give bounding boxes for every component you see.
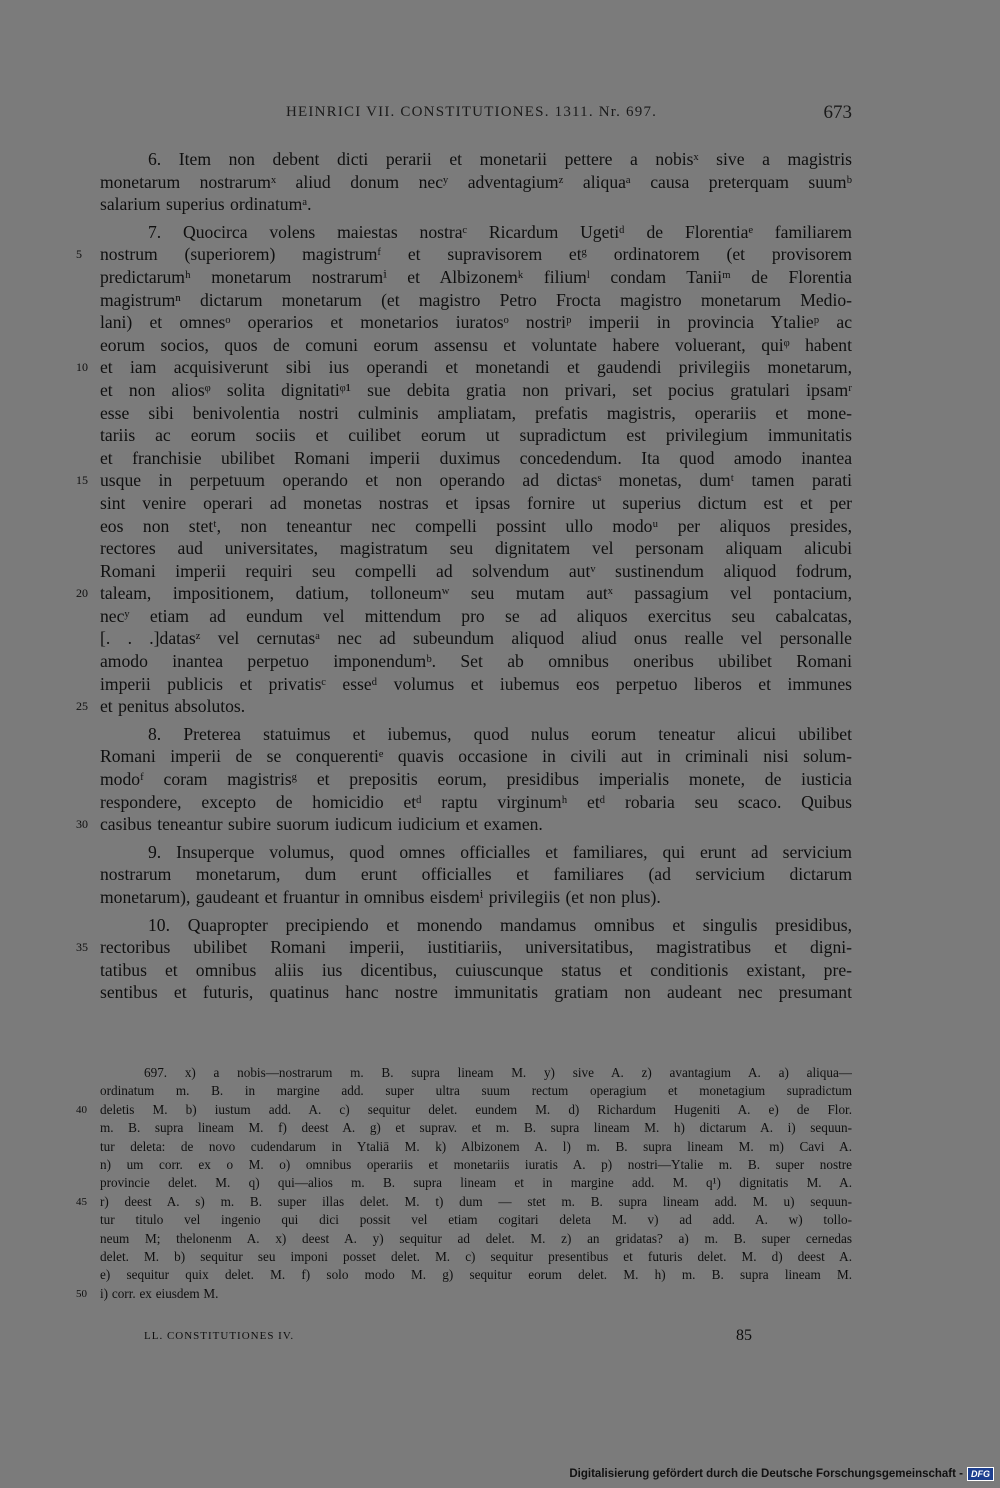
line-text: magistrumⁿ dictarum monetarum (et magistro Petro Frocta magistro monetarum Medio-	[100, 289, 852, 310]
line-text: provincie delet. M. q) qui—alios m. B. supra lineam et in margine add. M. q¹) dignitatis M. A.	[100, 1175, 852, 1191]
text-line	[100, 627, 852, 650]
line-text: salarium superius ordinatumᵃ.	[100, 194, 312, 215]
text-line	[76, 813, 852, 836]
line-text: eos non stetᵗ, non teneantur nec compelli possint ullo modoᵘ per aliquos presides,	[100, 515, 852, 536]
line-number: 15	[76, 473, 88, 488]
text-line	[100, 193, 852, 216]
line-text: et non aliosᵠ solita dignitatiᵠ¹ sue debita gratia non privari, set pocius gratulari ipsamʳ	[100, 379, 852, 400]
line-text: tur titulo vel ingenio qui dici possit vel etiam cogitari deleta M. v) ad add. A. w) tollo-	[100, 1212, 852, 1228]
line-text: tatibus et omnibus aliis ius dicentibus, cuiuscunque status et conditionis existant, pre-	[100, 959, 852, 980]
text-line	[100, 171, 852, 194]
footnote-line	[100, 1138, 852, 1156]
footnote-line	[76, 1193, 852, 1211]
line-text: nostrarum monetarum, dum erunt officialles et familiares (ad servicium dictarum	[100, 864, 852, 885]
text-line	[100, 560, 852, 583]
line-text: necʸ etiam ad eundum vel mittendum pro se ad aliquos exercitus seu cabalcatas,	[100, 605, 852, 626]
digitization-credit	[569, 1467, 994, 1481]
line-text: lani) et omnesᵒ operarios et monetarios iuratosᵒ nostriᵖ imperii in provincia Ytalieᵖ ac	[100, 312, 852, 333]
text-line	[100, 266, 852, 289]
line-text: i) corr. ex eiusdem M.	[100, 1285, 219, 1301]
text-line	[76, 469, 852, 492]
line-text: deletis M. b) iustum add. A. c) sequitur delet. eundem M. d) Richardum Hugeniti A. e) de Flor.	[100, 1101, 852, 1117]
main-text	[76, 148, 852, 1004]
line-text: neum M; thelonenm A. x) deest A. y) sequitur ad delet. M. z) an gridatas? a) m. B. super cernedas	[100, 1230, 852, 1246]
line-number: 45	[76, 1195, 87, 1208]
line-text: casibus teneantur subire suorum iudicum iudicium et examen.	[100, 814, 543, 835]
line-text: nostrum (superiorem) magistrumᶠ et supravisorem etᵍ ordinatorem (et provisorem	[100, 244, 852, 265]
line-text: eorum socios, quos de comuni eorum assensu et voluntate habere voluerant, quiᵠ habent	[100, 334, 852, 355]
text-line	[100, 492, 852, 515]
dfg-logo-icon: DFG	[967, 1467, 994, 1481]
line-text: 697. x) a nobis—nostrarum m. B. supra lineam M. y) sive A. z) avantagium A. a) aliqua—	[144, 1065, 852, 1080]
line-text: ordinatum m. B. in margine add. super ultra suum rectum operagium et monetagium supradictum	[100, 1083, 852, 1099]
text-line	[100, 791, 852, 814]
line-text: 6. Item non debent dicti perarii et monetarii pettere a nobisˣ sive a magistris	[148, 149, 852, 169]
line-text: Romani imperii de se conquerentiᵉ quavis occasione in civili aut in criminali nisi solum-	[100, 746, 852, 767]
line-text: et penitus absolutos.	[100, 696, 246, 717]
line-number: 25	[76, 699, 88, 714]
line-number: 40	[76, 1103, 87, 1116]
line-text: imperii publicis et privatisᶜ esseᵈ volumus et iubemus eos perpetuo liberos et immunes	[100, 673, 852, 694]
line-number: 50	[76, 1287, 87, 1300]
text-line	[100, 914, 852, 937]
line-text: modoᶠ coram magistrisᵍ et prepositis eorum, presidibus imperialis monete, de iusticia	[100, 769, 852, 790]
line-number: 20	[76, 586, 88, 601]
line-text: Romani imperii requiri seu compelli ad solvendum autᵛ sustinendum aliquod fodrum,	[100, 560, 852, 581]
text-line	[76, 356, 852, 379]
text-line	[100, 289, 852, 312]
footnote-line	[100, 1211, 852, 1229]
line-text: monetarum), gaudeant et fruantur in omnibus eisdemⁱ privilegiis (et non plus).	[100, 887, 661, 907]
line-text: m. B. supra lineam M. f) deest A. g) et suprav. et m. B. supra lineam M. h) dictarum A. i) sequun-	[100, 1120, 852, 1136]
text-line	[100, 221, 852, 244]
text-line	[100, 768, 852, 791]
page-number: 673	[823, 102, 852, 123]
footnote-line	[100, 1082, 852, 1100]
critical-apparatus	[76, 1064, 852, 1303]
line-text: sint venire operari ad monetas nostras et ipsas fornire ut superius dictum est et per	[100, 492, 852, 513]
text-line	[100, 745, 852, 768]
line-text: n) um corr. ex o M. o) omnibus operariis et monetariis iuratis A. p) nostri—Ytalie m. B. super nostre	[100, 1156, 852, 1172]
line-text: et iam acquisiverunt sibi ius operandi et monetandi et gaudendi privilegiis monetarum,	[100, 357, 852, 378]
footnote-line	[100, 1266, 852, 1284]
footnote-line	[100, 1230, 852, 1248]
line-text: predictarumʰ monetarum nostrarumⁱ et Albizonemᵏ filiumˡ condam Taniiᵐ de Florentia	[100, 266, 852, 287]
running-head: HEINRICI VII. CONSTITUTIONES. 1311. Nr. 697.	[286, 104, 658, 120]
line-text: 9. Insuperque volumus, quod omnes officialles et familiares, qui erunt ad servicium	[148, 841, 852, 862]
line-text: r) deest A. s) m. B. super illas delet. M. t) dum — stet m. B. supra lineam add. M. u) sequun-	[100, 1193, 852, 1209]
page-footer	[100, 1327, 852, 1349]
text-line	[100, 334, 852, 357]
text-line	[100, 981, 852, 1004]
line-text: rectores aud universitates, magistratum seu dignitatem vel personam aliquam alicubi	[100, 538, 852, 559]
line-text: 10. Quapropter precipiendo et monendo mandamus omnibus et singulis presidibus,	[148, 914, 852, 935]
line-number: 30	[76, 817, 88, 832]
text-line	[76, 582, 852, 605]
line-text: 7. Quocirca volens maiestas nostraᶜ Ricardum Ugetiᵈ de Florentiaᵉ familiarem	[148, 221, 852, 242]
text-line	[100, 605, 852, 628]
line-text: et franchisie ubilibet Romani imperii duximus concedendum. Ita quod amodo inantea	[100, 447, 852, 468]
line-text: sentibus et futuris, quatinus hanc nostre immunitatis gratiam non audeant nec presumant	[100, 982, 852, 1003]
line-text: 8. Preterea statuimus et iubemus, quod nulus eorum teneatur alicui ubilibet	[148, 723, 852, 744]
text-line	[100, 673, 852, 696]
text-line	[100, 424, 852, 447]
line-text: amodo inantea perpetuo imponendumᵇ. Set ab omnibus oneribus ubilibet Romani	[100, 651, 852, 672]
text-line	[100, 886, 852, 909]
line-text: e) sequitur quix delet. M. f) solo modo M. g) sequitur eorum delet. M. h) m. B. supra lineam M.	[100, 1267, 852, 1283]
line-number: 35	[76, 940, 88, 955]
page-header	[100, 104, 852, 130]
text-line	[76, 936, 852, 959]
line-text: [. . .]datasᶻ vel cernutasᵃ nec ad subeundum aliquod aliud onus realle vel personalle	[100, 628, 852, 649]
signature-mark: LL. CONSTITUTIONES IV.	[144, 1330, 295, 1342]
line-text: tur deleta: de novo cudendarum in Ytaliā M. k) Albizonem A. l) m. B. supra lineam M. m) Cavi A.	[100, 1138, 852, 1154]
footnote-line	[76, 1101, 852, 1119]
line-text: tariis ac eorum sociis et cuilibet eorum ut supradictum est privilegium immunitatis	[100, 425, 852, 446]
footnote-line	[100, 1248, 852, 1266]
footnote-line	[100, 1174, 852, 1192]
text-line	[100, 959, 852, 982]
text-line	[100, 650, 852, 673]
text-line	[100, 148, 852, 171]
line-text: taleam, impositionem, datium, tolloneumʷ seu mutam autˣ passagium vel pontacium,	[100, 583, 852, 604]
text-line	[100, 515, 852, 538]
line-number: 10	[76, 360, 88, 375]
text-line	[100, 402, 852, 425]
text-line	[100, 863, 852, 886]
credit-text: Digitalisierung gefördert durch die Deutsche Forschungsgemeinschaft -	[569, 1468, 963, 1480]
line-text: esse sibi benivolentia nostri culminis ampliatam, prefatis magistris, operariis et mone-	[100, 402, 852, 423]
text-line	[100, 447, 852, 470]
text-line	[76, 695, 852, 718]
text-line	[100, 311, 852, 334]
line-number: 5	[76, 247, 82, 262]
text-line	[100, 379, 852, 402]
text-line	[100, 537, 852, 560]
footnote-line	[100, 1156, 852, 1174]
footnote-line	[76, 1285, 852, 1303]
text-line	[100, 841, 852, 864]
line-text: usque in perpetuum operando et non operando ad dictasˢ monetas, dumᵗ tamen parati	[100, 470, 852, 491]
line-text: rectoribus ubilibet Romani imperii, iustitiariis, universitatibus, magistratibus et digni-	[100, 937, 852, 958]
line-text: respondere, excepto de homicidio etᵈ raptu virginumʰ etᵈ robaria seu scaco. Quibus	[100, 791, 852, 812]
line-text: delet. M. b) sequitur seu imponi posset delet. M. c) sequitur presentibus et futuris delet. M. d) deest A.	[100, 1248, 852, 1264]
line-text: monetarum nostrarumˣ aliud donum necʸ adventagiumᶻ aliquaᵃ causa preterquam suumᵇ	[100, 171, 852, 192]
footnote-line	[100, 1064, 852, 1082]
text-line	[100, 723, 852, 746]
footnote-line	[100, 1119, 852, 1137]
text-line	[76, 243, 852, 266]
sheet-number: 85	[736, 1327, 752, 1344]
